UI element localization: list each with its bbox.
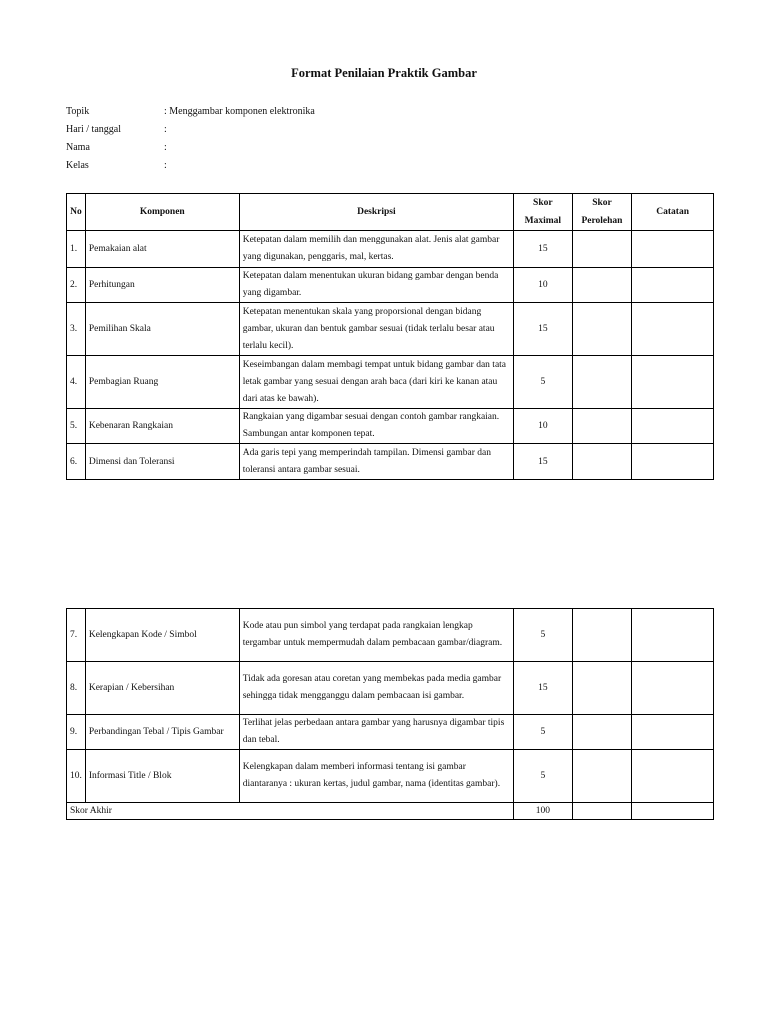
row-no: 7. xyxy=(67,609,86,662)
row-skor-maximal: 15 xyxy=(514,303,573,356)
row-skor-perolehan-cell[interactable] xyxy=(572,715,632,750)
row-no: 1. xyxy=(67,231,86,268)
row-skor-maximal: 15 xyxy=(514,444,573,480)
info-value: : xyxy=(164,123,167,135)
header-skor-perolehan xyxy=(572,194,632,231)
row-komponen: Informasi Title / Blok xyxy=(85,750,239,803)
header-deskripsi: Deskripsi xyxy=(239,194,513,231)
table-row xyxy=(67,409,714,444)
row-skor-maximal: 5 xyxy=(514,715,573,750)
table-row xyxy=(67,662,714,715)
row-deskripsi: Rangkaian yang digambar sesuai dengan contoh gambar rangkaian. Sambungan antar komponen tepat. xyxy=(239,409,513,444)
info-row-topik xyxy=(66,102,315,120)
row-deskripsi: Ketepatan menentukan skala yang proporsional dengan bidang gambar, ukuran dan bentuk gambar sesuai (tidak terlalu besar atau terlalu kecil). xyxy=(239,303,513,356)
row-no: 2. xyxy=(67,268,86,303)
row-skor-maximal: 5 xyxy=(514,750,573,803)
row-skor-perolehan-cell[interactable] xyxy=(572,750,632,803)
total-label: Skor Akhir xyxy=(67,803,514,820)
header-skor-perolehan-line1: Skor xyxy=(592,198,612,208)
row-komponen: Dimensi dan Toleransi xyxy=(85,444,239,480)
header-catatan: Catatan xyxy=(632,194,714,231)
row-komponen: Pemakaian alat xyxy=(85,231,239,268)
page-title: Format Penilaian Praktik Gambar xyxy=(291,66,477,80)
row-catatan-cell[interactable] xyxy=(632,662,714,715)
table-row xyxy=(67,444,714,480)
row-skor-maximal: 15 xyxy=(514,231,573,268)
row-catatan-cell[interactable] xyxy=(632,750,714,803)
info-value: : Menggambar komponen elektronika xyxy=(164,105,315,117)
table-row xyxy=(67,609,714,662)
total-catatan-cell[interactable] xyxy=(632,803,714,820)
row-skor-perolehan-cell[interactable] xyxy=(572,609,632,662)
row-no: 9. xyxy=(67,715,86,750)
info-row-kelas xyxy=(66,156,315,174)
row-deskripsi: Ketepatan dalam menentukan ukuran bidang gambar dengan benda yang digambar. xyxy=(239,268,513,303)
info-value: : xyxy=(164,159,167,171)
info-label: Nama xyxy=(66,141,90,153)
row-catatan-cell[interactable] xyxy=(632,409,714,444)
table-header-row xyxy=(67,194,714,231)
table-row xyxy=(67,303,714,356)
row-catatan-cell[interactable] xyxy=(632,715,714,750)
row-komponen: Perhitungan xyxy=(85,268,239,303)
header-skor-perolehan-line2: Perolehan xyxy=(581,216,623,226)
row-komponen: Kebenaran Rangkaian xyxy=(85,409,239,444)
row-deskripsi: Keseimbangan dalam membagi tempat untuk bidang gambar dan tata letak gambar yang sesuai dengan arah baca (dari kiri ke kanan atau dari atas ke bawah). xyxy=(239,356,513,409)
row-skor-maximal: 5 xyxy=(514,609,573,662)
info-section xyxy=(66,102,315,174)
info-label: Hari / tanggal xyxy=(66,123,121,135)
row-no: 4. xyxy=(67,356,86,409)
row-skor-perolehan-cell[interactable] xyxy=(572,444,632,480)
info-label: Topik xyxy=(66,105,90,117)
info-label: Kelas xyxy=(66,159,89,171)
assessment-table-part-1 xyxy=(66,193,714,480)
row-deskripsi: Ada garis tepi yang memperindah tampilan. Dimensi gambar dan toleransi antara gambar sesuai. xyxy=(239,444,513,480)
row-skor-maximal: 10 xyxy=(514,409,573,444)
row-catatan-cell[interactable] xyxy=(632,231,714,268)
row-catatan-cell[interactable] xyxy=(632,444,714,480)
row-komponen: Pemilihan Skala xyxy=(85,303,239,356)
header-skor-maximal-line1: Skor xyxy=(533,198,553,208)
row-catatan-cell[interactable] xyxy=(632,303,714,356)
table-row xyxy=(67,356,714,409)
row-skor-perolehan-cell[interactable] xyxy=(572,231,632,268)
total-value: 100 xyxy=(514,803,573,820)
row-deskripsi: Kelengkapan dalam memberi informasi tentang isi gambar diantaranya : ukuran kertas, judul gambar, nama (identitas gambar). xyxy=(239,750,513,803)
table-row xyxy=(67,750,714,803)
table-row xyxy=(67,231,714,268)
assessment-table-part-2 xyxy=(66,608,714,820)
total-row xyxy=(67,803,714,820)
table-row xyxy=(67,715,714,750)
header-skor-maximal-line2: Maximal xyxy=(524,216,562,226)
row-skor-perolehan-cell[interactable] xyxy=(572,303,632,356)
row-skor-perolehan-cell[interactable] xyxy=(572,268,632,303)
row-catatan-cell[interactable] xyxy=(632,356,714,409)
row-skor-perolehan-cell[interactable] xyxy=(572,356,632,409)
row-deskripsi: Tidak ada goresan atau coretan yang membekas pada media gambar sehingga tidak mengganggu dalam pembacaan isi gambar. xyxy=(239,662,513,715)
row-skor-perolehan-cell[interactable] xyxy=(572,662,632,715)
row-skor-maximal: 15 xyxy=(514,662,573,715)
header-skor-maximal xyxy=(514,194,573,231)
row-catatan-cell[interactable] xyxy=(632,609,714,662)
row-catatan-cell[interactable] xyxy=(632,268,714,303)
row-no: 6. xyxy=(67,444,86,480)
row-no: 8. xyxy=(67,662,86,715)
row-no: 5. xyxy=(67,409,86,444)
info-row-hari-tanggal xyxy=(66,120,315,138)
row-komponen: Perbandingan Tebal / Tipis Gambar xyxy=(85,715,239,750)
header-komponen: Komponen xyxy=(85,194,239,231)
row-skor-maximal: 5 xyxy=(514,356,573,409)
row-deskripsi: Terlihat jelas perbedaan antara gambar yang harusnya digambar tipis dan tebal. xyxy=(239,715,513,750)
row-deskripsi: Kode atau pun simbol yang terdapat pada rangkaian lengkap tergambar untuk mempermudah dalam pembacaan gambar/diagram. xyxy=(239,609,513,662)
row-skor-maximal: 10 xyxy=(514,268,573,303)
row-komponen: Kerapian / Kebersihan xyxy=(85,662,239,715)
table-row xyxy=(67,268,714,303)
row-komponen: Kelengkapan Kode / Simbol xyxy=(85,609,239,662)
row-no: 3. xyxy=(67,303,86,356)
total-skor-perolehan-cell[interactable] xyxy=(572,803,632,820)
row-komponen: Pembagian Ruang xyxy=(85,356,239,409)
info-row-nama xyxy=(66,138,315,156)
header-no: No xyxy=(67,194,86,231)
info-value: : xyxy=(164,141,167,153)
row-deskripsi: Ketepatan dalam memilih dan menggunakan alat. Jenis alat gambar yang digunakan, penggaris, mal, kertas. xyxy=(239,231,513,268)
row-skor-perolehan-cell[interactable] xyxy=(572,409,632,444)
row-no: 10. xyxy=(67,750,86,803)
